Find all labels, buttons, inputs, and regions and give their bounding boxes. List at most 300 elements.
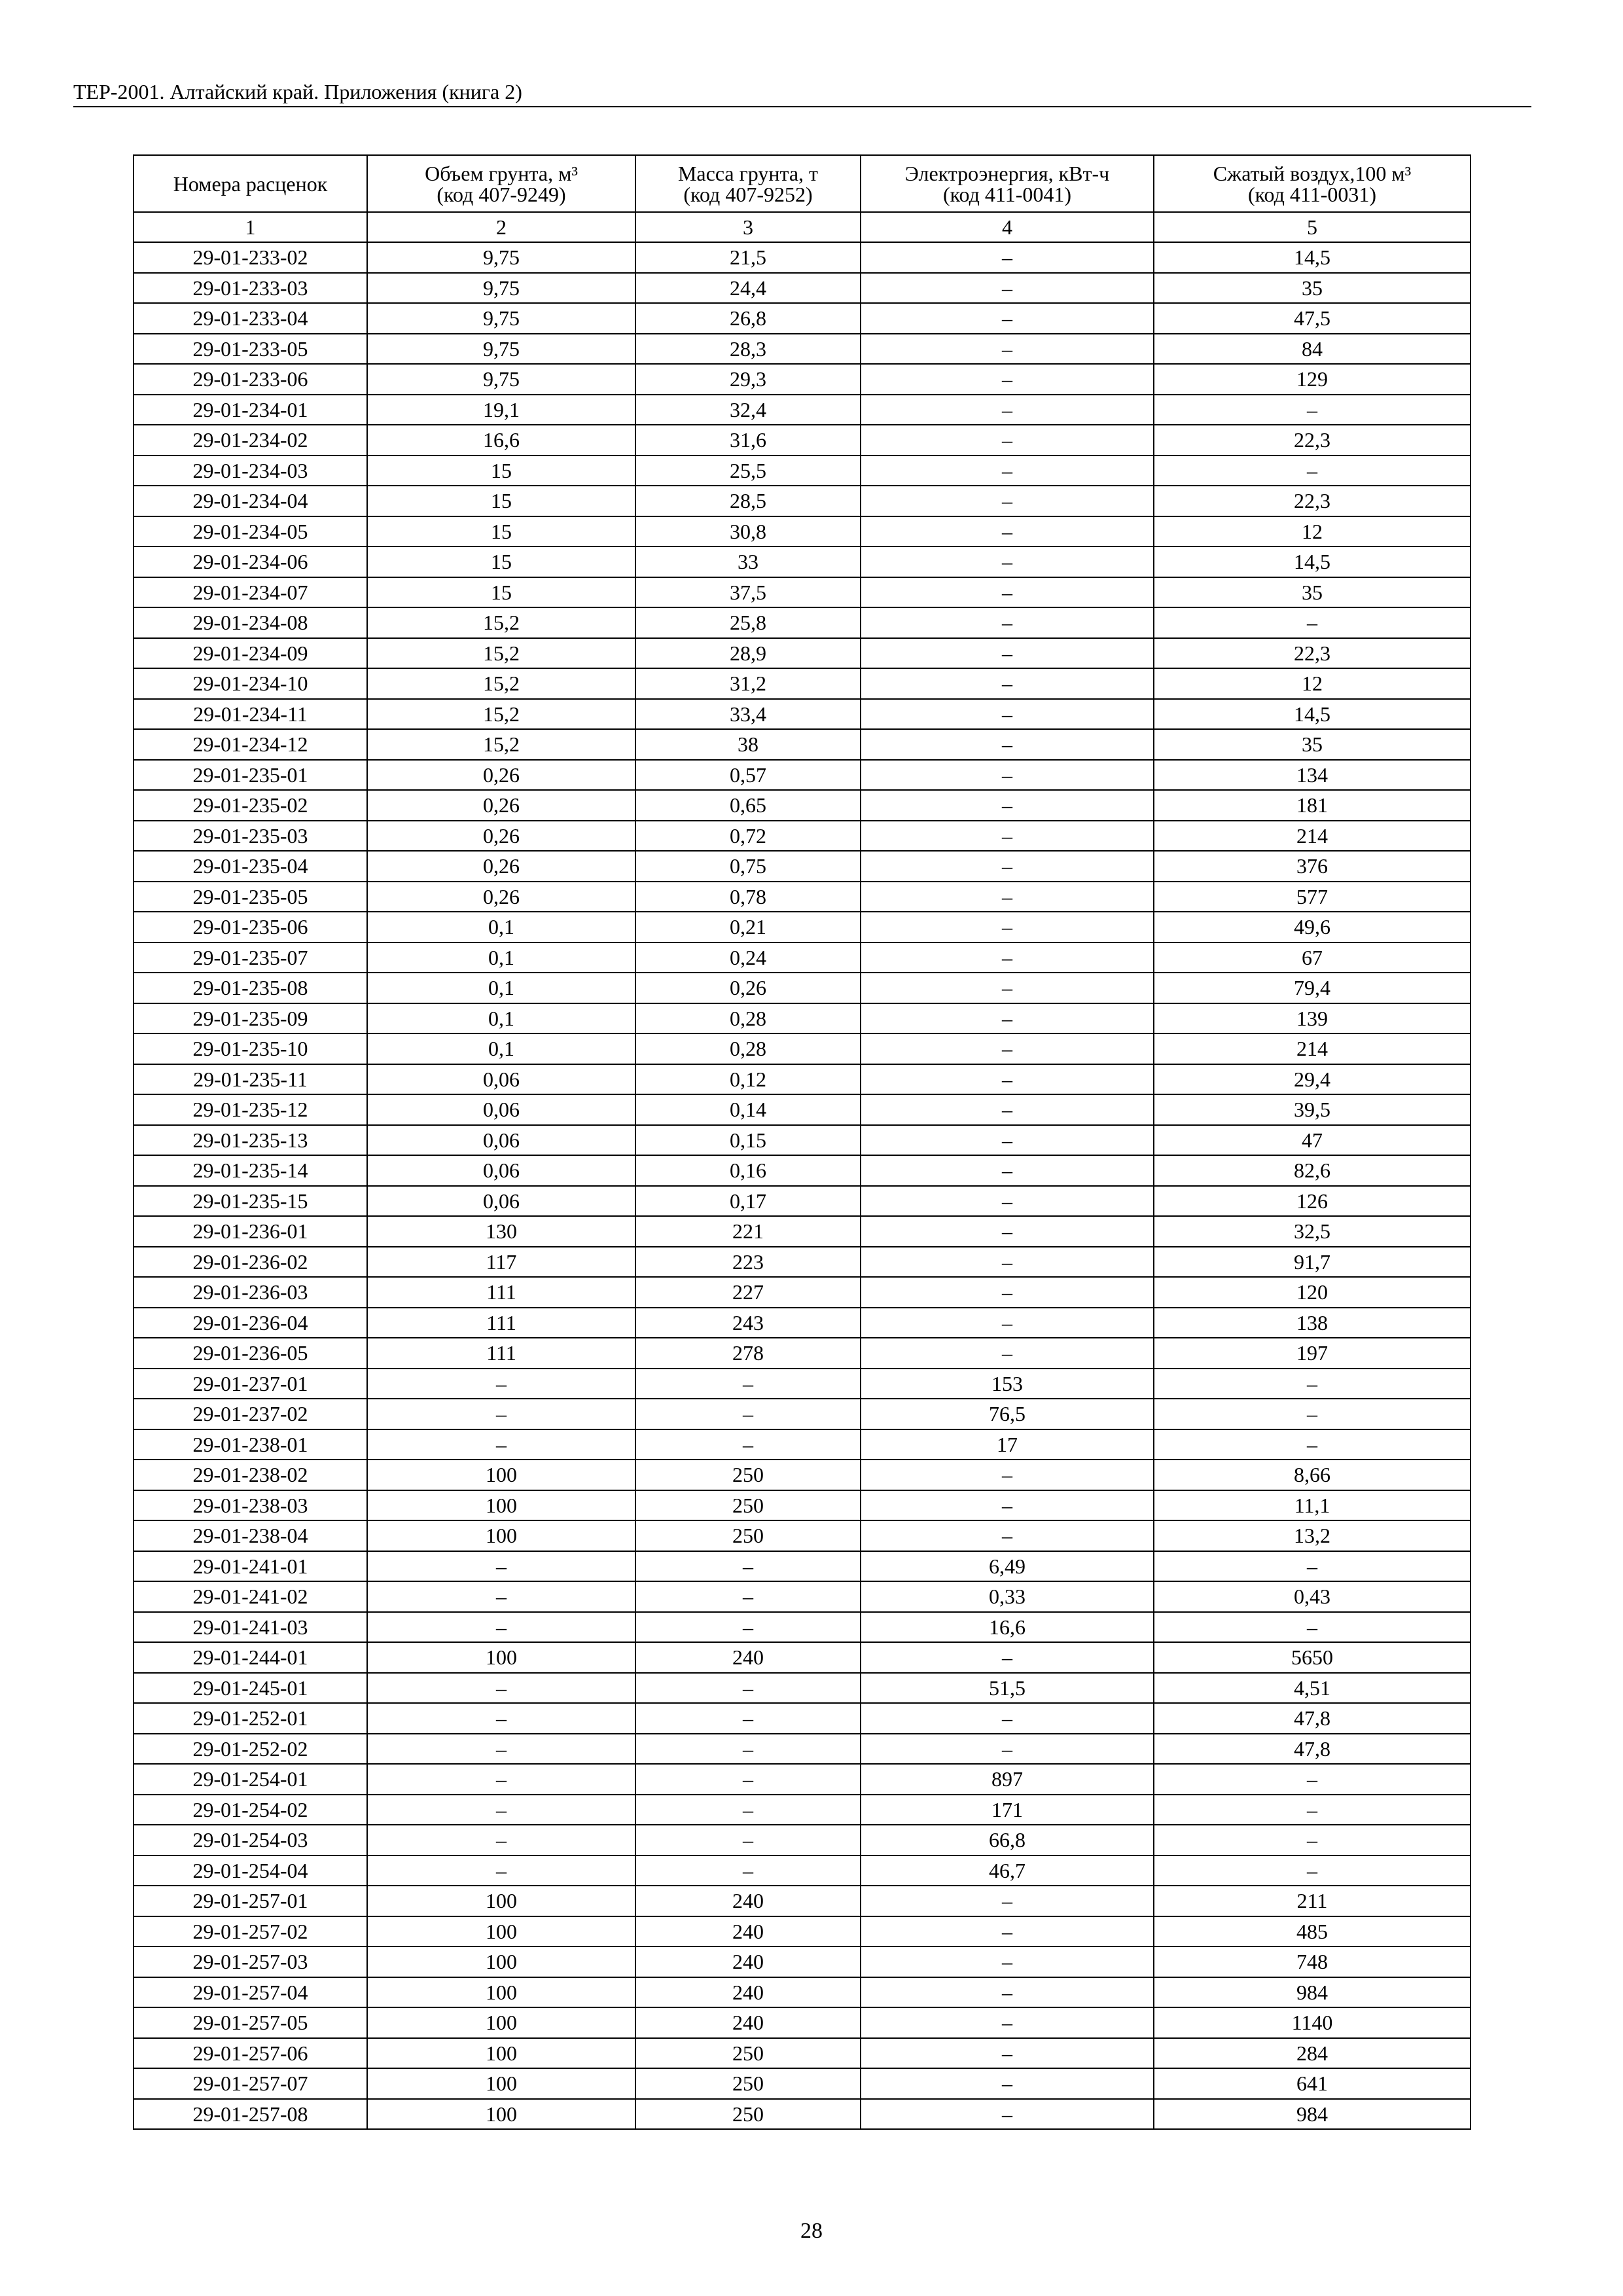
electricity-cell: 66,8	[861, 1825, 1154, 1856]
electricity-cell: 51,5	[861, 1673, 1154, 1704]
soil-volume-cell: 0,06	[367, 1155, 635, 1186]
compressed-air-cell: 284	[1154, 2038, 1471, 2069]
compressed-air-cell: –	[1154, 395, 1471, 425]
table-row	[134, 1795, 1471, 1825]
table-row	[134, 1977, 1471, 2008]
soil-mass-cell: 250	[635, 2038, 861, 2069]
electricity-cell: –	[861, 1642, 1154, 1673]
table-row	[134, 1916, 1471, 1947]
table-row	[134, 577, 1471, 608]
table-row	[134, 1886, 1471, 1916]
table-row	[134, 395, 1471, 425]
rate-number-cell: 29-01-257-07	[134, 2068, 367, 2099]
table-row	[134, 882, 1471, 912]
compressed-air-cell: 13,2	[1154, 1520, 1471, 1551]
electricity-cell: –	[861, 2038, 1154, 2069]
table-row	[134, 456, 1471, 486]
compressed-air-cell: –	[1154, 456, 1471, 486]
table-row	[134, 1734, 1471, 1765]
column-header-line: Электроэнергия, кВт-ч	[904, 161, 1110, 185]
compressed-air-cell: 11,1	[1154, 1490, 1471, 1521]
soil-mass-cell: 37,5	[635, 577, 861, 608]
soil-mass-cell: 250	[635, 2099, 861, 2130]
compressed-air-cell: 211	[1154, 1886, 1471, 1916]
table-row	[134, 942, 1471, 973]
soil-mass-cell: 25,5	[635, 456, 861, 486]
rate-number-cell: 29-01-235-02	[134, 790, 367, 821]
table-row	[134, 1825, 1471, 1856]
compressed-air-cell: –	[1154, 1795, 1471, 1825]
table-row	[134, 1125, 1471, 1156]
compressed-air-cell: 49,6	[1154, 912, 1471, 942]
rate-number-cell: 29-01-257-06	[134, 2038, 367, 2069]
table-row	[134, 1490, 1471, 1521]
compressed-air-cell: –	[1154, 1856, 1471, 1886]
soil-mass-cell: 0,72	[635, 821, 861, 852]
rate-number-cell: 29-01-234-02	[134, 425, 367, 456]
soil-mass-cell: 28,9	[635, 638, 861, 669]
soil-mass-cell: –	[635, 1673, 861, 1704]
soil-volume-cell: 100	[367, 2099, 635, 2130]
soil-mass-cell: 240	[635, 1916, 861, 1947]
soil-mass-cell: 240	[635, 2007, 861, 2038]
rate-number-cell: 29-01-235-11	[134, 1064, 367, 1095]
electricity-cell: –	[861, 638, 1154, 669]
soil-mass-cell: 250	[635, 1460, 861, 1490]
table-row	[134, 729, 1471, 760]
soil-volume-cell: 0,26	[367, 760, 635, 791]
electricity-cell: –	[861, 942, 1154, 973]
soil-mass-cell: –	[635, 1429, 861, 1460]
table-row	[134, 2068, 1471, 2099]
soil-mass-cell: 0,15	[635, 1125, 861, 1156]
column-number: 2	[367, 212, 635, 242]
compressed-air-cell: 0,43	[1154, 1581, 1471, 1612]
electricity-cell: –	[861, 1125, 1154, 1156]
rate-number-cell: 29-01-257-02	[134, 1916, 367, 1947]
soil-volume-cell: 0,26	[367, 882, 635, 912]
table-row	[134, 1003, 1471, 1034]
rate-number-cell: 29-01-234-07	[134, 577, 367, 608]
table-row	[134, 425, 1471, 456]
electricity-cell: –	[861, 364, 1154, 395]
soil-mass-cell: 38	[635, 729, 861, 760]
table-row	[134, 1155, 1471, 1186]
soil-volume-cell: 9,75	[367, 242, 635, 273]
compressed-air-cell: 214	[1154, 821, 1471, 852]
electricity-cell: –	[861, 1186, 1154, 1217]
soil-mass-cell: 31,2	[635, 668, 861, 699]
rate-number-cell: 29-01-233-06	[134, 364, 367, 395]
electricity-cell: 897	[861, 1764, 1154, 1795]
table-row	[134, 1186, 1471, 1217]
soil-mass-cell: 250	[635, 1490, 861, 1521]
compressed-air-cell: 14,5	[1154, 547, 1471, 577]
table-row	[134, 303, 1471, 334]
soil-volume-cell: 16,6	[367, 425, 635, 456]
electricity-cell: 17	[861, 1429, 1154, 1460]
soil-volume-cell: 15	[367, 577, 635, 608]
compressed-air-cell: 126	[1154, 1186, 1471, 1217]
electricity-cell: –	[861, 1946, 1154, 1977]
compressed-air-cell: 181	[1154, 790, 1471, 821]
rate-number-cell: 29-01-237-01	[134, 1369, 367, 1399]
soil-volume-cell: 15,2	[367, 729, 635, 760]
rate-number-cell: 29-01-235-14	[134, 1155, 367, 1186]
compressed-air-cell: 91,7	[1154, 1247, 1471, 1278]
compressed-air-cell: 8,66	[1154, 1460, 1471, 1490]
compressed-air-cell: 376	[1154, 851, 1471, 882]
rate-number-cell: 29-01-235-06	[134, 912, 367, 942]
soil-mass-cell: 30,8	[635, 516, 861, 547]
compressed-air-cell: 22,3	[1154, 638, 1471, 669]
soil-volume-cell: 0,06	[367, 1125, 635, 1156]
table-row	[134, 1094, 1471, 1125]
electricity-cell: –	[861, 1338, 1154, 1369]
soil-volume-cell: 100	[367, 1490, 635, 1521]
column-header-line: Сжатый воздух,100 м³	[1213, 161, 1412, 185]
rate-number-cell: 29-01-233-03	[134, 273, 367, 304]
electricity-cell: –	[861, 1003, 1154, 1034]
electricity-cell: –	[861, 1033, 1154, 1064]
column-header-code: (код 407-9252)	[683, 182, 813, 206]
rate-number-cell: 29-01-238-02	[134, 1460, 367, 1490]
soil-volume-cell: 100	[367, 1460, 635, 1490]
table-row	[134, 547, 1471, 577]
soil-mass-cell: 278	[635, 1338, 861, 1369]
compressed-air-cell: 35	[1154, 577, 1471, 608]
rates-table	[133, 154, 1471, 2130]
compressed-air-cell: –	[1154, 1429, 1471, 1460]
soil-mass-cell: 240	[635, 1642, 861, 1673]
table-row	[134, 790, 1471, 821]
electricity-cell: 171	[861, 1795, 1154, 1825]
soil-volume-cell: 0,26	[367, 851, 635, 882]
electricity-cell: –	[861, 1886, 1154, 1916]
electricity-cell: –	[861, 486, 1154, 516]
rate-number-cell: 29-01-235-03	[134, 821, 367, 852]
table-row	[134, 2099, 1471, 2130]
rate-number-cell: 29-01-235-10	[134, 1033, 367, 1064]
soil-volume-cell: 15,2	[367, 668, 635, 699]
soil-volume-cell: 15	[367, 486, 635, 516]
soil-mass-cell: 0,26	[635, 973, 861, 1003]
compressed-air-cell: 197	[1154, 1338, 1471, 1369]
compressed-air-cell: 129	[1154, 364, 1471, 395]
soil-volume-cell: –	[367, 1764, 635, 1795]
soil-mass-cell: –	[635, 1856, 861, 1886]
electricity-cell: –	[861, 2007, 1154, 2038]
soil-volume-cell: 9,75	[367, 334, 635, 365]
soil-mass-cell: 32,4	[635, 395, 861, 425]
soil-volume-cell: 100	[367, 1977, 635, 2008]
soil-mass-cell: 221	[635, 1216, 861, 1247]
page-number: 28	[800, 2219, 823, 2243]
compressed-air-cell: 35	[1154, 273, 1471, 304]
rate-number-cell: 29-01-257-01	[134, 1886, 367, 1916]
compressed-air-cell: 485	[1154, 1916, 1471, 1947]
soil-volume-cell: 0,1	[367, 912, 635, 942]
electricity-cell: –	[861, 456, 1154, 486]
rate-number-cell: 29-01-235-13	[134, 1125, 367, 1156]
soil-mass-cell: 31,6	[635, 425, 861, 456]
rate-number-cell: 29-01-234-06	[134, 547, 367, 577]
soil-mass-cell: –	[635, 1795, 861, 1825]
electricity-cell: –	[861, 821, 1154, 852]
soil-mass-cell: 223	[635, 1247, 861, 1278]
column-header-code: (код 411-0041)	[942, 182, 1072, 206]
compressed-air-cell: –	[1154, 1612, 1471, 1643]
column-header-rate-number	[134, 155, 367, 212]
electricity-cell: –	[861, 1277, 1154, 1308]
soil-volume-cell: 117	[367, 1247, 635, 1278]
soil-mass-cell: 240	[635, 1946, 861, 1977]
electricity-cell: –	[861, 1460, 1154, 1490]
electricity-cell: 16,6	[861, 1612, 1154, 1643]
table-row	[134, 1612, 1471, 1643]
soil-volume-cell: 0,1	[367, 1033, 635, 1064]
soil-mass-cell: 0,28	[635, 1033, 861, 1064]
rate-number-cell: 29-01-254-02	[134, 1795, 367, 1825]
compressed-air-cell: 12	[1154, 668, 1471, 699]
soil-mass-cell: 0,21	[635, 912, 861, 942]
electricity-cell: 76,5	[861, 1399, 1154, 1429]
table-row	[134, 1247, 1471, 1278]
rate-number-cell: 29-01-238-04	[134, 1520, 367, 1551]
table-row	[134, 821, 1471, 852]
rate-number-cell: 29-01-236-05	[134, 1338, 367, 1369]
table-row	[134, 1673, 1471, 1704]
compressed-air-cell: 4,51	[1154, 1673, 1471, 1704]
table-row	[134, 1216, 1471, 1247]
soil-mass-cell: –	[635, 1581, 861, 1612]
table-row	[134, 607, 1471, 638]
table-row	[134, 1064, 1471, 1095]
table-body	[134, 242, 1471, 2129]
soil-volume-cell: –	[367, 1673, 635, 1704]
soil-mass-cell: 0,78	[635, 882, 861, 912]
soil-mass-cell: 0,14	[635, 1094, 861, 1125]
compressed-air-cell: 748	[1154, 1946, 1471, 1977]
compressed-air-cell: 22,3	[1154, 486, 1471, 516]
compressed-air-cell: 1140	[1154, 2007, 1471, 2038]
table-row	[134, 1338, 1471, 1369]
electricity-cell: –	[861, 851, 1154, 882]
soil-volume-cell: –	[367, 1399, 635, 1429]
rate-number-cell: 29-01-245-01	[134, 1673, 367, 1704]
compressed-air-cell: 139	[1154, 1003, 1471, 1034]
electricity-cell: –	[861, 1155, 1154, 1186]
electricity-cell: –	[861, 760, 1154, 791]
soil-mass-cell: 250	[635, 1520, 861, 1551]
table-row	[134, 1581, 1471, 1612]
rate-number-cell: 29-01-235-05	[134, 882, 367, 912]
column-number: 3	[635, 212, 861, 242]
electricity-cell: –	[861, 425, 1154, 456]
rate-number-cell: 29-01-236-03	[134, 1277, 367, 1308]
soil-volume-cell: –	[367, 1703, 635, 1734]
soil-volume-cell: 0,06	[367, 1094, 635, 1125]
table-row	[134, 973, 1471, 1003]
compressed-air-cell: 138	[1154, 1308, 1471, 1338]
electricity-cell: –	[861, 516, 1154, 547]
column-header-code: (код 411-0031)	[1247, 182, 1377, 206]
soil-volume-cell: 15,2	[367, 699, 635, 730]
electricity-cell: 153	[861, 1369, 1154, 1399]
compressed-air-cell: –	[1154, 1551, 1471, 1582]
rate-number-cell: 29-01-234-05	[134, 516, 367, 547]
rate-number-cell: 29-01-234-12	[134, 729, 367, 760]
soil-volume-cell: 100	[367, 1520, 635, 1551]
rate-number-cell: 29-01-233-02	[134, 242, 367, 273]
electricity-cell: –	[861, 1977, 1154, 2008]
compressed-air-cell: –	[1154, 1369, 1471, 1399]
soil-volume-cell: 9,75	[367, 364, 635, 395]
table-row	[134, 1551, 1471, 1582]
rate-number-cell: 29-01-234-03	[134, 456, 367, 486]
table-row	[134, 1308, 1471, 1338]
table-row	[134, 516, 1471, 547]
soil-mass-cell: 25,8	[635, 607, 861, 638]
compressed-air-cell: 29,4	[1154, 1064, 1471, 1095]
compressed-air-cell: 47,8	[1154, 1734, 1471, 1765]
electricity-cell: –	[861, 1490, 1154, 1521]
soil-volume-cell: 15	[367, 516, 635, 547]
soil-volume-cell: –	[367, 1734, 635, 1765]
soil-mass-cell: 24,4	[635, 273, 861, 304]
table-row	[134, 1460, 1471, 1490]
rate-number-cell: 29-01-235-07	[134, 942, 367, 973]
electricity-cell: –	[861, 242, 1154, 273]
soil-mass-cell: 0,16	[635, 1155, 861, 1186]
compressed-air-cell: 47,8	[1154, 1703, 1471, 1734]
table-row	[134, 1642, 1471, 1673]
soil-mass-cell: 0,12	[635, 1064, 861, 1095]
table-row	[134, 1369, 1471, 1399]
column-header-line: Масса грунта, т	[677, 161, 819, 185]
rate-number-cell: 29-01-254-04	[134, 1856, 367, 1886]
table-row	[134, 2007, 1471, 2038]
compressed-air-cell: –	[1154, 1399, 1471, 1429]
table-row	[134, 912, 1471, 942]
soil-volume-cell: 100	[367, 1642, 635, 1673]
soil-mass-cell: 33	[635, 547, 861, 577]
electricity-cell: –	[861, 699, 1154, 730]
soil-mass-cell: –	[635, 1399, 861, 1429]
rate-number-cell: 29-01-254-03	[134, 1825, 367, 1856]
compressed-air-cell: 82,6	[1154, 1155, 1471, 1186]
electricity-cell: –	[861, 882, 1154, 912]
electricity-cell: –	[861, 547, 1154, 577]
column-number: 5	[1154, 212, 1471, 242]
electricity-cell: –	[861, 1094, 1154, 1125]
soil-volume-cell: 19,1	[367, 395, 635, 425]
compressed-air-cell: –	[1154, 1764, 1471, 1795]
soil-mass-cell: –	[635, 1369, 861, 1399]
soil-mass-cell: 0,28	[635, 1003, 861, 1034]
table-row	[134, 1520, 1471, 1551]
compressed-air-cell: 14,5	[1154, 699, 1471, 730]
column-header-row	[134, 155, 1471, 212]
soil-mass-cell: 21,5	[635, 242, 861, 273]
soil-mass-cell: 33,4	[635, 699, 861, 730]
rate-number-cell: 29-01-236-04	[134, 1308, 367, 1338]
soil-volume-cell: –	[367, 1856, 635, 1886]
table-row	[134, 486, 1471, 516]
soil-mass-cell: –	[635, 1764, 861, 1795]
soil-volume-cell: 100	[367, 1886, 635, 1916]
soil-mass-cell: 243	[635, 1308, 861, 1338]
soil-mass-cell: –	[635, 1734, 861, 1765]
soil-volume-cell: 0,1	[367, 942, 635, 973]
rate-number-cell: 29-01-235-01	[134, 760, 367, 791]
column-header-line: Объем грунта, м³	[425, 161, 578, 185]
soil-mass-cell: 227	[635, 1277, 861, 1308]
column-header-soil-mass	[635, 155, 861, 212]
electricity-cell: –	[861, 334, 1154, 365]
soil-mass-cell: –	[635, 1825, 861, 1856]
rate-number-cell: 29-01-241-01	[134, 1551, 367, 1582]
soil-volume-cell: 15	[367, 547, 635, 577]
rate-number-cell: 29-01-244-01	[134, 1642, 367, 1673]
rate-number-cell: 29-01-235-09	[134, 1003, 367, 1034]
electricity-cell: –	[861, 912, 1154, 942]
compressed-air-cell: 641	[1154, 2068, 1471, 2099]
compressed-air-cell: 67	[1154, 942, 1471, 973]
soil-volume-cell: 100	[367, 1916, 635, 1947]
compressed-air-cell: 14,5	[1154, 242, 1471, 273]
rate-number-cell: 29-01-234-11	[134, 699, 367, 730]
electricity-cell: –	[861, 607, 1154, 638]
electricity-cell: –	[861, 1520, 1154, 1551]
compressed-air-cell: 22,3	[1154, 425, 1471, 456]
soil-volume-cell: 0,06	[367, 1186, 635, 1217]
compressed-air-cell: 577	[1154, 882, 1471, 912]
compressed-air-cell: –	[1154, 1825, 1471, 1856]
soil-volume-cell: 100	[367, 2068, 635, 2099]
electricity-cell: 6,49	[861, 1551, 1154, 1582]
compressed-air-cell: 5650	[1154, 1642, 1471, 1673]
soil-volume-cell: 0,26	[367, 790, 635, 821]
table-row	[134, 638, 1471, 669]
rate-number-cell: 29-01-234-04	[134, 486, 367, 516]
table-row	[134, 334, 1471, 365]
soil-mass-cell: 0,24	[635, 942, 861, 973]
soil-mass-cell: 240	[635, 1886, 861, 1916]
soil-mass-cell: 29,3	[635, 364, 861, 395]
rate-number-cell: 29-01-257-03	[134, 1946, 367, 1977]
electricity-cell: –	[861, 1064, 1154, 1095]
electricity-cell: –	[861, 395, 1154, 425]
rate-number-cell: 29-01-257-04	[134, 1977, 367, 2008]
electricity-cell: 0,33	[861, 1581, 1154, 1612]
electricity-cell: –	[861, 273, 1154, 304]
table-row	[134, 851, 1471, 882]
rate-number-cell: 29-01-234-08	[134, 607, 367, 638]
rate-number-cell: 29-01-252-02	[134, 1734, 367, 1765]
soil-mass-cell: 0,75	[635, 851, 861, 882]
electricity-cell: –	[861, 303, 1154, 334]
compressed-air-cell: 214	[1154, 1033, 1471, 1064]
table-row	[134, 1764, 1471, 1795]
soil-volume-cell: 15,2	[367, 607, 635, 638]
rate-number-cell: 29-01-236-02	[134, 1247, 367, 1278]
soil-volume-cell: –	[367, 1581, 635, 1612]
compressed-air-cell: 35	[1154, 729, 1471, 760]
compressed-air-cell: 32,5	[1154, 1216, 1471, 1247]
soil-mass-cell: 26,8	[635, 303, 861, 334]
soil-mass-cell: 0,17	[635, 1186, 861, 1217]
